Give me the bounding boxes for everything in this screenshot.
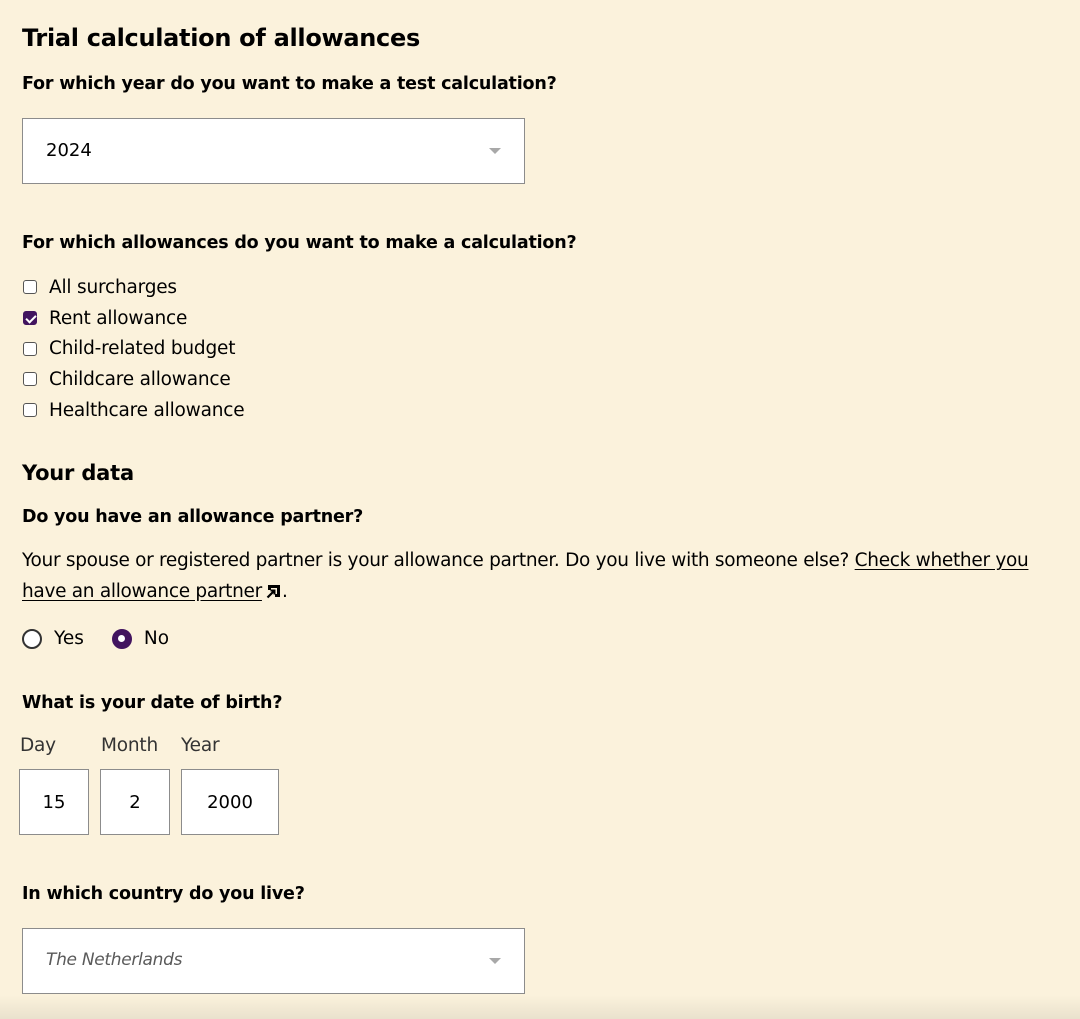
- partner-radio-group: [22, 628, 197, 649]
- dob-question-label: What is your date of birth?: [22, 693, 283, 713]
- dob-year-label: Year: [181, 735, 220, 756]
- checkbox-item-rent-allowance[interactable]: [23, 303, 244, 334]
- allowances-checkbox-list: [23, 272, 244, 425]
- checkbox-item-all-surcharges[interactable]: [23, 272, 244, 303]
- allowances-question-label: For which allowances do you want to make a calculation?: [22, 233, 577, 253]
- radio-yes[interactable]: [22, 629, 42, 649]
- partner-description-text: Your spouse or registered partner is your allowance partner. Do you live with someone else?: [22, 550, 855, 571]
- radio-label-yes: Yes: [54, 628, 84, 649]
- page-title: Trial calculation of allowances: [22, 24, 420, 52]
- checkbox-label: Rent allowance: [49, 307, 188, 329]
- partner-question-label: Do you have an allowance partner?: [22, 507, 364, 527]
- radio-label-no: No: [143, 628, 170, 649]
- radio-option-no[interactable]: [112, 628, 169, 649]
- year-question-label: For which year do you want to make a test calculation?: [22, 74, 557, 94]
- country-select-placeholder: The Netherlands: [46, 950, 183, 970]
- checkbox-item-healthcare-allowance[interactable]: [23, 395, 244, 426]
- dob-month-label: Month: [101, 735, 158, 756]
- checkbox-rent-allowance[interactable]: [23, 311, 37, 325]
- radio-no[interactable]: [112, 629, 132, 649]
- country-select[interactable]: [22, 928, 525, 994]
- year-select-value: 2024: [46, 140, 92, 161]
- partner-description: [22, 545, 1052, 607]
- dob-day-input[interactable]: 15: [19, 769, 89, 835]
- chevron-down-icon: [489, 958, 501, 964]
- checkbox-item-childcare-allowance[interactable]: [23, 364, 244, 395]
- checkbox-label: Childcare allowance: [49, 368, 231, 390]
- year-select[interactable]: [22, 118, 525, 184]
- partner-description-trailing: .: [281, 581, 288, 602]
- checkbox-all-surcharges[interactable]: [23, 280, 37, 294]
- radio-option-yes[interactable]: [22, 628, 84, 649]
- your-data-heading: Your data: [22, 461, 134, 485]
- country-question-label: In which country do you live?: [22, 884, 305, 904]
- checkbox-item-child-related-budget[interactable]: [23, 333, 244, 364]
- checkbox-label: Healthcare allowance: [49, 399, 245, 421]
- checkbox-childcare-allowance[interactable]: [23, 372, 37, 386]
- bottom-shadow: [0, 995, 1080, 1019]
- check-partner-link-text: Check whether you have an allowance partner: [22, 550, 1029, 602]
- checkbox-child-related-budget[interactable]: [23, 342, 37, 356]
- checkbox-label: Child-related budget: [49, 338, 236, 360]
- dob-day-label: Day: [20, 735, 56, 756]
- dob-year-input[interactable]: 2000: [181, 769, 279, 835]
- checkbox-label: All surcharges: [49, 276, 177, 298]
- external-link-icon: [266, 583, 282, 599]
- dob-month-input[interactable]: 2: [100, 769, 170, 835]
- checkbox-healthcare-allowance[interactable]: [23, 403, 37, 417]
- chevron-down-icon: [489, 148, 501, 154]
